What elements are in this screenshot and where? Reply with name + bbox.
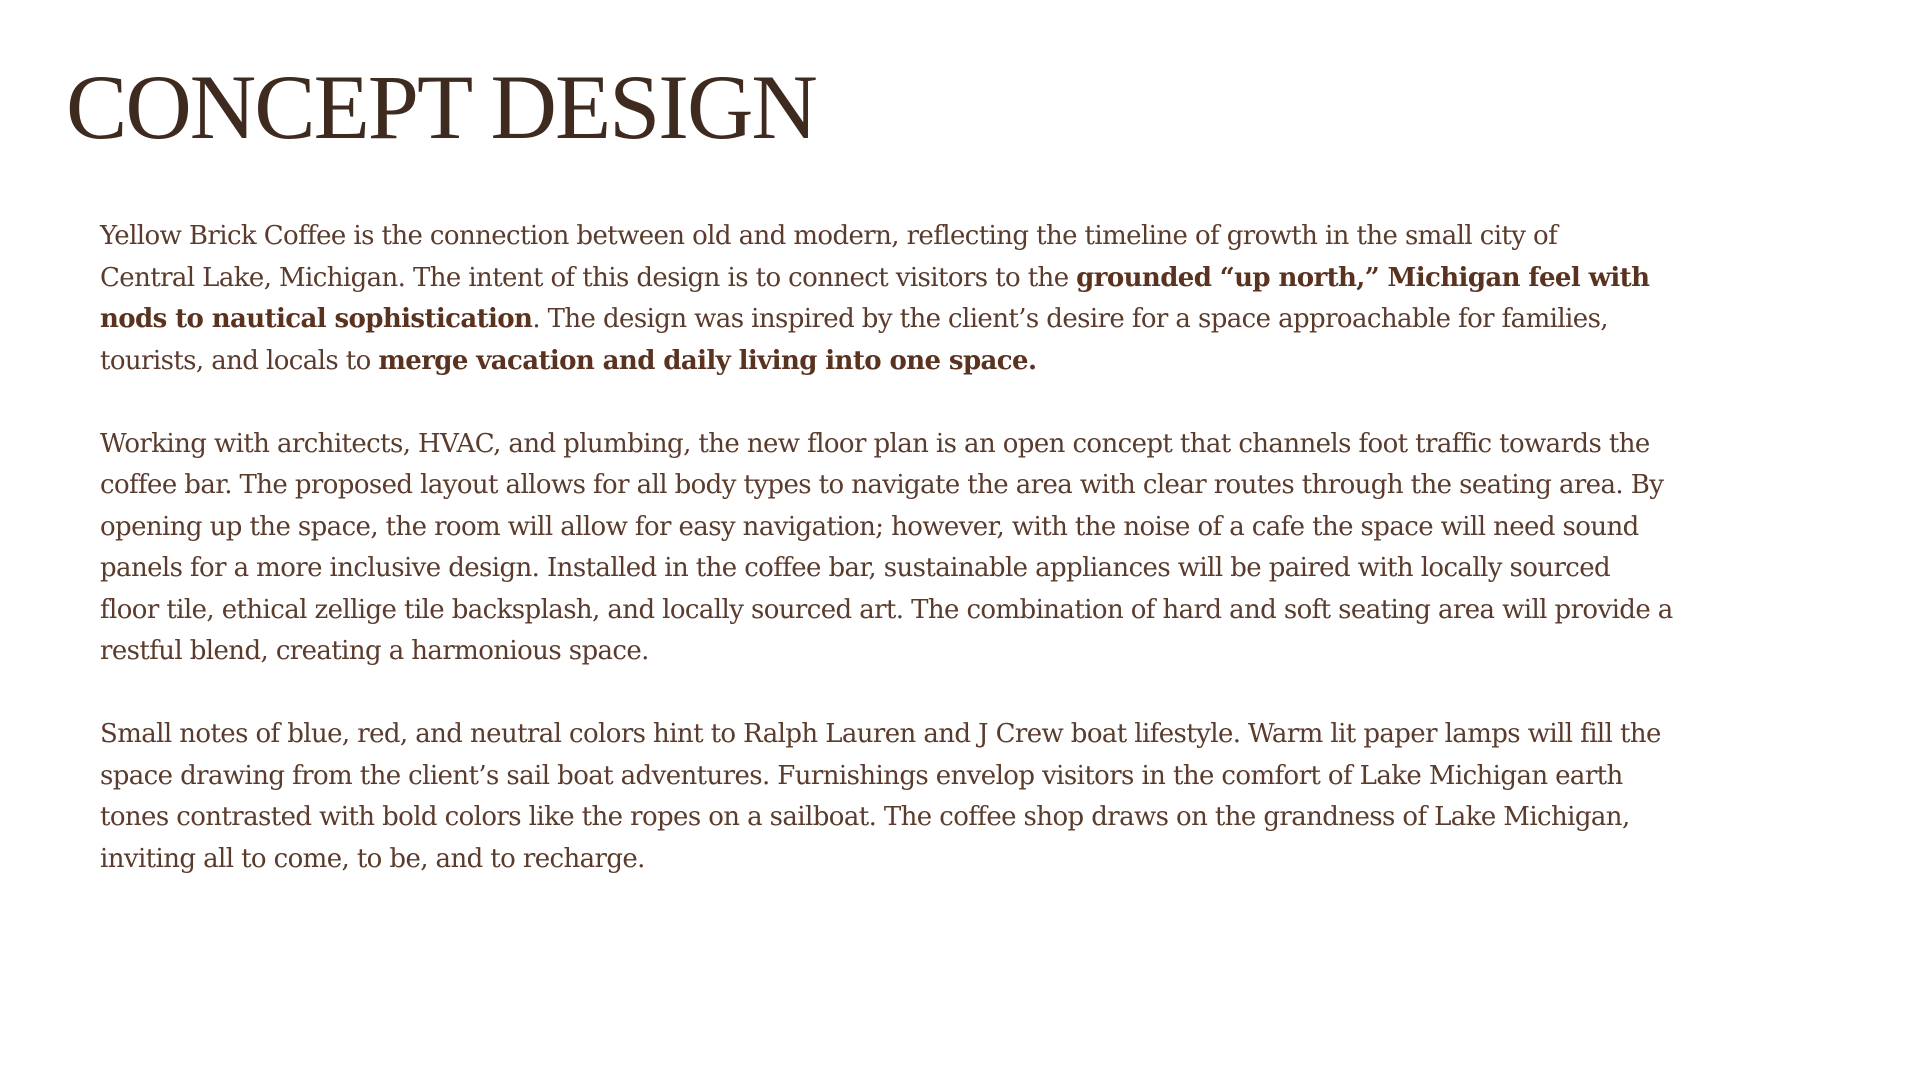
text-run: . The design was inspired by the client’s desire for a space approachable for families,: [532, 304, 1608, 334]
text-run: Yellow Brick Coffee is the connection between old and modern, reflecting the timeline of growth in the small city of: [100, 221, 1558, 251]
text-run: tourists, and locals to: [100, 345, 379, 376]
text-line: panels for a more inclusive design. Installed in the coffee bar, sustainable appliances will be paired with locally sourced: [100, 553, 1611, 583]
paragraph-intro: [100, 216, 1840, 382]
body-text: [100, 216, 1840, 880]
page-title: CONCEPT DESIGN: [66, 56, 816, 158]
text-line: [100, 258, 1840, 300]
text-line: [100, 341, 1840, 383]
paragraph-colors: [100, 714, 1840, 880]
text-line: [100, 216, 1840, 258]
text-run: Central Lake, Michigan. The intent of this design is to connect visitors to the: [100, 262, 1077, 293]
text-line: [100, 299, 1840, 341]
text-line: Small notes of blue, red, and neutral colors hint to Ralph Lauren and J Crew boat lifestyle. Warm lit paper lamps will fill the: [100, 719, 1661, 749]
bold-phrase: nods to nautical sophistication: [100, 304, 533, 334]
text-line: restful blend, creating a harmonious space.: [100, 636, 649, 666]
text-line: opening up the space, the room will allow for easy navigation; however, with the noise of a cafe the space will need sound: [100, 511, 1639, 542]
text-line: coffee bar. The proposed layout allows for all body types to navigate the area with clear routes through the seating area. By: [100, 470, 1664, 500]
text-line: inviting all to come, to be, and to recharge.: [100, 843, 645, 874]
text-line: space drawing from the client’s sail boat adventures. Furnishings envelop visitors in the comfort of Lake Michigan earth: [100, 760, 1623, 791]
paragraph-floor-plan: [100, 424, 1840, 673]
text-line: tones contrasted with bold colors like the ropes on a sailboat. The coffee shop draws on the grandness of Lake Michigan,: [100, 802, 1630, 832]
bold-phrase: merge vacation and daily living into one space.: [378, 345, 1037, 376]
text-line: floor tile, ethical zellige tile backsplash, and locally sourced art. The combination of hard and soft seating area will provide a: [100, 594, 1673, 625]
text-line: Working with architects, HVAC, and plumbing, the new floor plan is an open concept that channels foot traffic towards the: [100, 428, 1650, 459]
bold-phrase: grounded “up north,” Michigan feel with: [1076, 262, 1650, 293]
